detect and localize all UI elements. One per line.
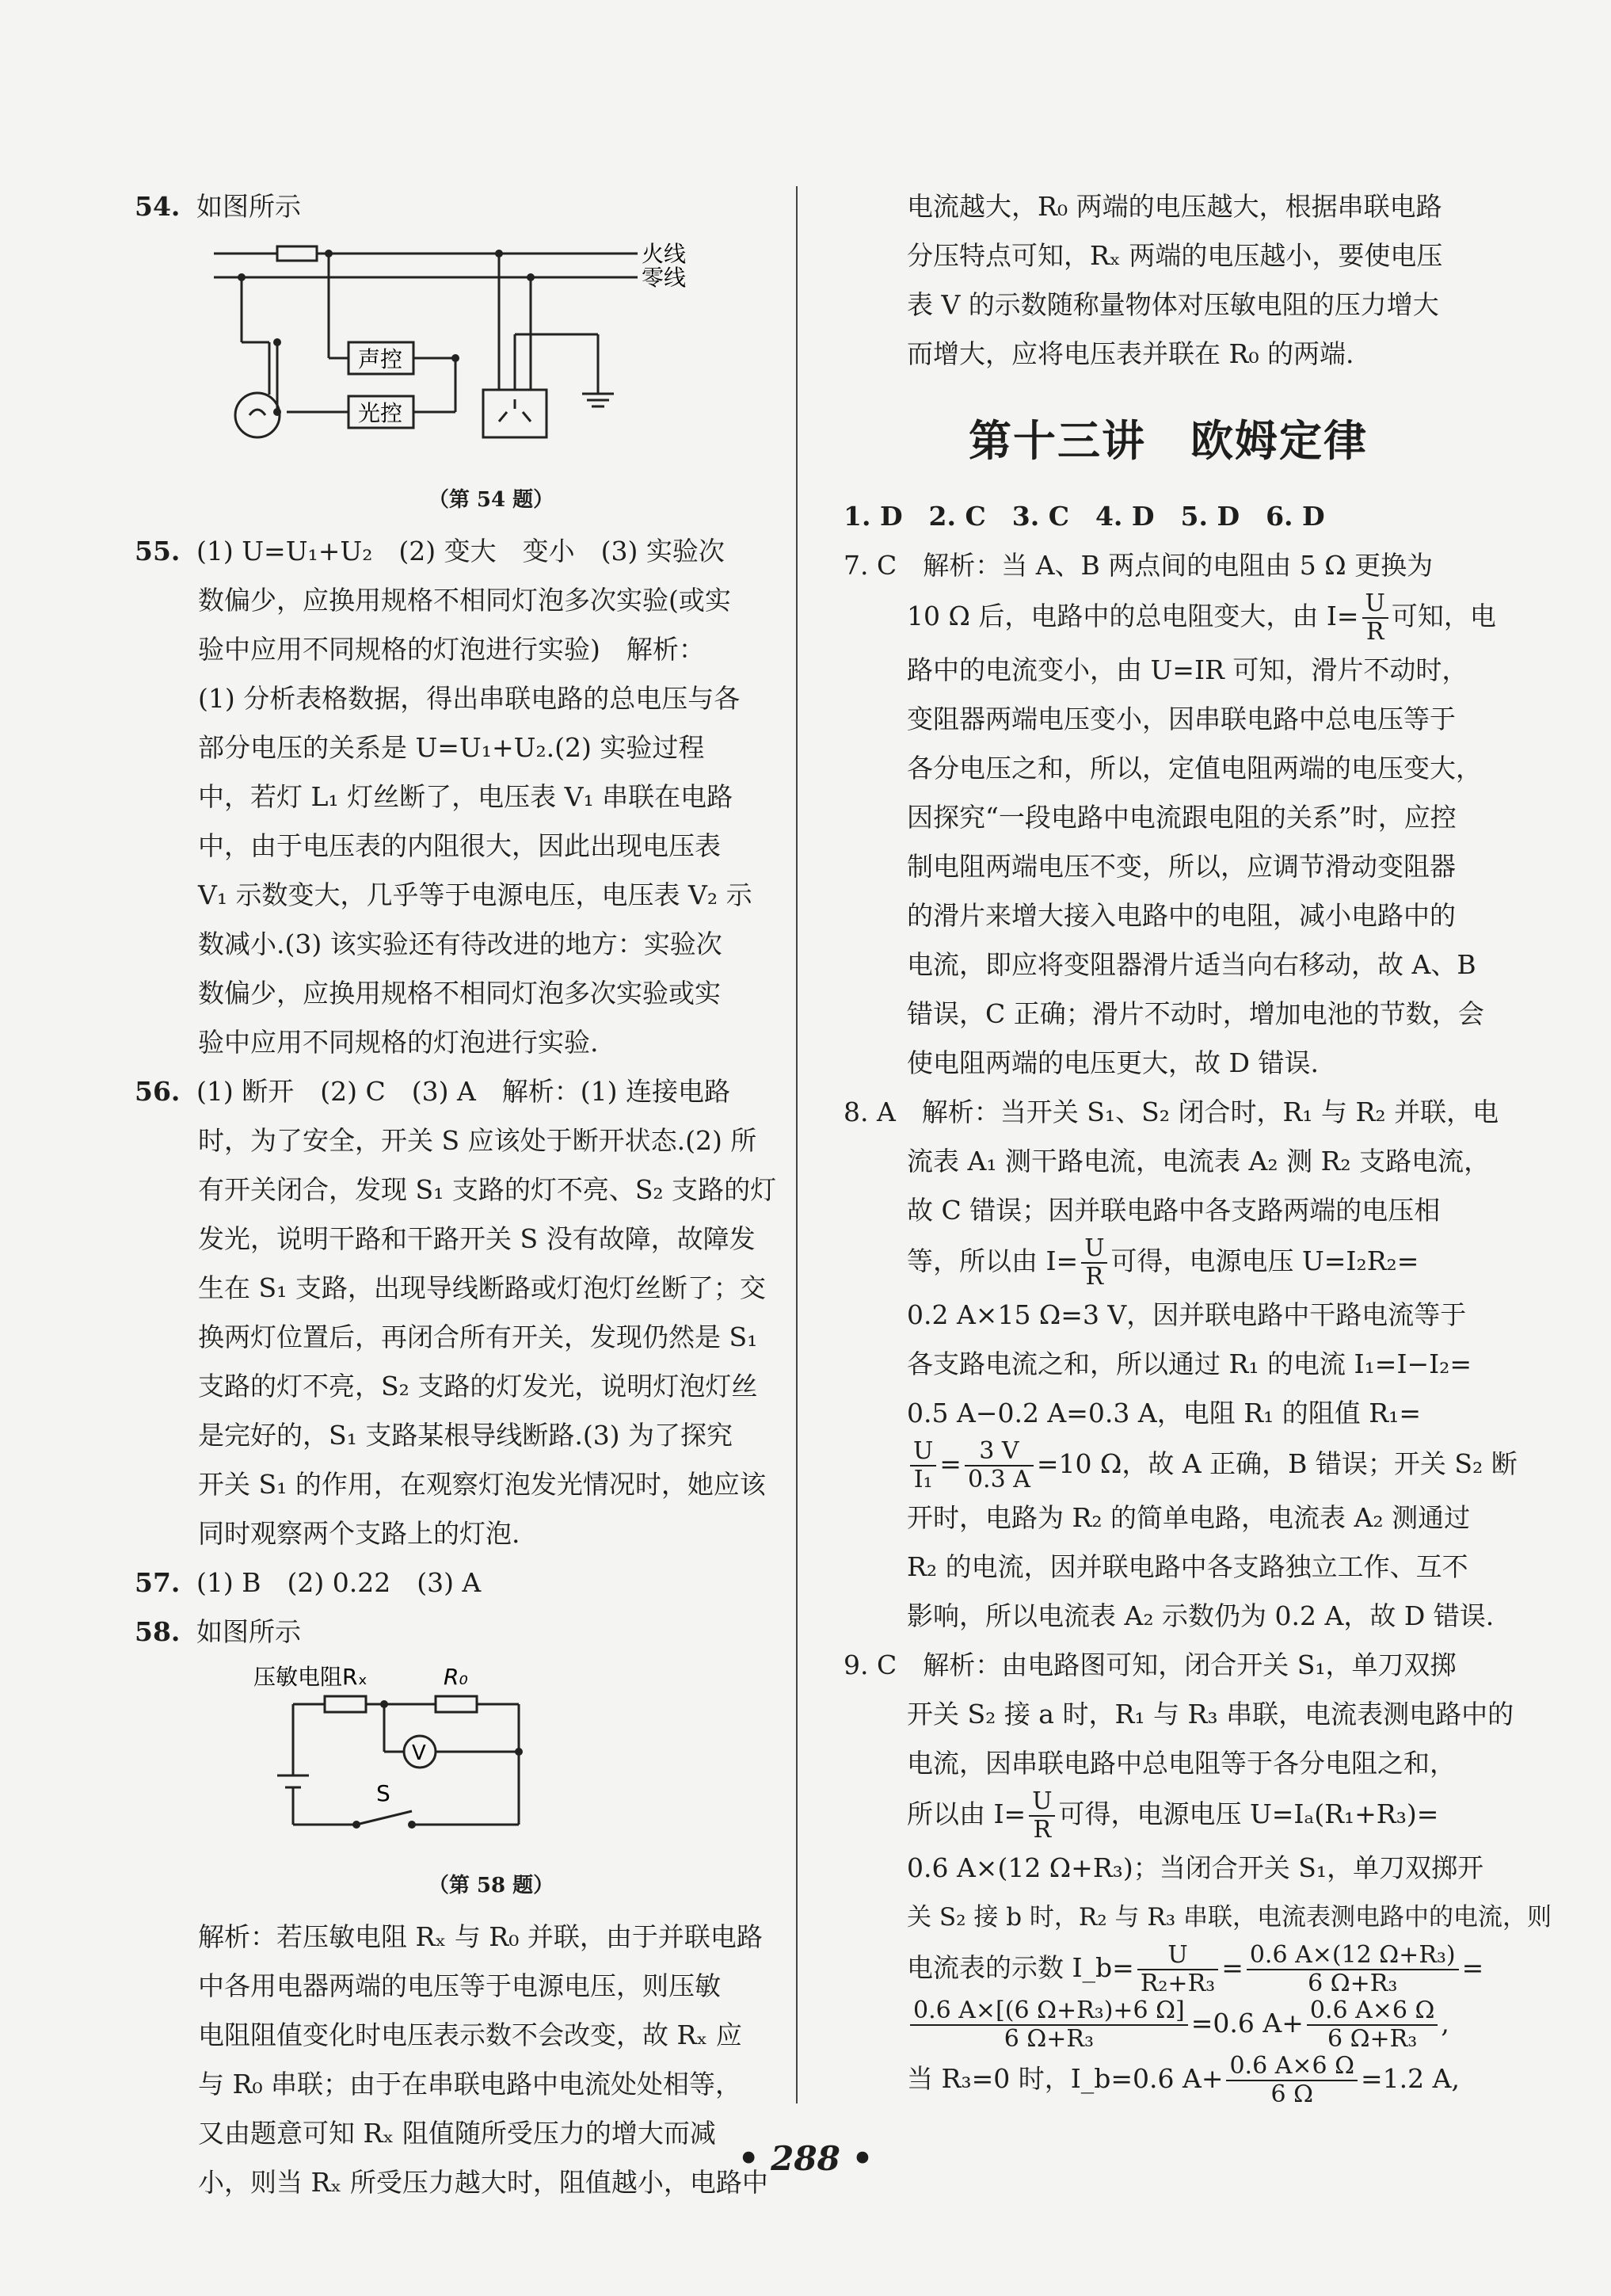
q8-text: 可得，电源电压 U=I₂R₂= [1110, 1245, 1419, 1276]
q58-analysis-text: 小，则当 Rₓ 所受压力越大时，阻值越小，电路中 [198, 2167, 768, 2198]
q9-line-9 [844, 2053, 1493, 2108]
q7-text: 制电阻两端电压不变，所以，应调节滑动变阻器 [907, 851, 1456, 882]
fraction-numerator: U [1362, 590, 1388, 619]
q55-text: (1) 分析表格数据，得出串联电路的总电压与各 [198, 683, 741, 714]
fraction-numerator: 0.6 A×[(6 Ω+R₃)+6 Ω] [910, 1997, 1188, 2026]
neutral-wire-label: 零线 [642, 265, 687, 291]
q57-text: (1) B (2) 0.22 (3) A [196, 1567, 482, 1598]
q56-text: 发光，说明干路和干路开关 S 没有故障，故障发 [198, 1223, 756, 1254]
figure-58-caption: （第 58 题） [428, 1874, 554, 1897]
r0-label: R₀ [444, 1664, 468, 1690]
fraction-denominator: 6 Ω+R₃ [1327, 2025, 1418, 2053]
q8-line-4 [844, 1235, 1493, 1291]
fraction-numerator: 0.6 A×6 Ω [1307, 1997, 1438, 2026]
q55-text: V₁ 示数变大，几乎等于电源电压，电压表 V₂ 示 [198, 879, 752, 910]
q55-number: 55. [135, 536, 181, 566]
fraction-denominator: 6 Ω [1270, 2081, 1313, 2108]
q58-continued-text: 电流越大，R₀ 两端的电压越大，根据串联电路 [907, 191, 1442, 222]
fraction [910, 1438, 936, 1493]
q54-number: 54. [135, 191, 181, 222]
q8-line-8 [844, 1437, 1518, 1493]
q55-text: 验中应用不同规格的灯泡进行实验. [198, 1027, 599, 1058]
light-control-label: 光控 [358, 400, 403, 426]
q9-line-7 [844, 1942, 1493, 1997]
q9-text: = [1461, 1952, 1484, 1983]
q9-line-8 [844, 1997, 1493, 2053]
q9-text: 0.6 A×(12 Ω+R₃)；当闭合开关 S₁，单刀双掷开 [907, 1852, 1484, 1883]
sound-control-label: 声控 [358, 346, 403, 372]
circuit-diagram-54 [198, 231, 705, 469]
fraction [1081, 1235, 1107, 1291]
q55-text: 中，由于电压表的内阻很大，因此出现电压表 [198, 830, 721, 861]
q55-text: 部分电压的关系是 U=U₁+U₂.(2) 实验过程 [198, 732, 705, 763]
q58-analysis-text: 又由题意可知 Rₓ 阻值随所受压力的增大而减 [198, 2118, 716, 2149]
q56-text: 换两灯位置后，再闭合所有开关，发现仍然是 S₁ [198, 1322, 758, 1352]
fraction-numerator: 3 V [965, 1438, 1034, 1466]
figure-54 [198, 231, 784, 513]
q8-line-1: 8. A 解析：当开关 S₁、S₂ 闭合时，R₁ 与 R₂ 并联，电 [844, 1097, 1499, 1127]
q56-text: 同时观察两个支路上的灯泡. [198, 1518, 520, 1549]
lesson-title: 第十三讲 欧姆定律 [969, 416, 1368, 466]
q55-line [135, 527, 784, 576]
q9-text: 电流表的示数 I_b= [907, 1952, 1134, 1983]
q7-text: 的滑片来增大接入电路中的电阻，减小电路中的 [907, 900, 1456, 931]
fraction-denominator: R [1365, 618, 1384, 646]
fraction-numerator: 0.6 A×6 Ω [1226, 2053, 1358, 2081]
q7-text: 使电阻两端的电压更大，故 D 错误. [907, 1047, 1319, 1078]
q55-text: 数减小.(3) 该实验还有待改进的地方：实验次 [198, 929, 722, 959]
q8-text: =10 Ω，故 A 正确，B 错误；开关 S₂ 断 [1036, 1448, 1518, 1479]
q56-line [135, 1067, 784, 1116]
q8-text: 0.2 A×15 Ω=3 V，因并联电路中干路电流等于 [907, 1299, 1467, 1330]
right-column [844, 182, 1552, 2108]
q54 [135, 182, 784, 231]
q8-text: 等，所以由 I= [907, 1245, 1079, 1276]
q56-text: (1) 断开 (2) C (3) A 解析：(1) 连接电路 [196, 1076, 731, 1107]
q8-text: R₂ 的电流，因并联电路中各支路独立工作、互不 [907, 1551, 1468, 1582]
live-wire-label: 火线 [642, 241, 687, 267]
answers-1-6: 1. D 2. C 3. C 4. D 5. D 6. D [844, 501, 1325, 532]
q56-text: 时，为了安全，开关 S 应该处于断开状态.(2) 所 [198, 1125, 757, 1156]
fraction-numerator: U [1029, 1788, 1055, 1817]
q7-text: 错误，C 正确；滑片不动时，增加电池的节数，会 [907, 998, 1484, 1029]
q9-text: =0.6 A+ [1190, 2008, 1304, 2039]
fraction-denominator: I₁ [913, 1466, 933, 1493]
q8-text: 故 C 错误；因并联电路中各支路两端的电压相 [907, 1195, 1441, 1226]
equals-sign: = [1221, 1952, 1243, 1983]
q9-text: 开关 S₂ 接 a 时，R₁ 与 R₃ 串联，电流表测电路中的 [907, 1699, 1514, 1730]
figure-54-caption: （第 54 题） [428, 488, 554, 512]
fraction [1307, 1997, 1438, 2053]
q55-text: 数偏少，应换用规格不相同灯泡多次实验或实 [198, 978, 721, 1009]
q8-text: 流表 A₁ 测干路电流，电流表 A₂ 测 R₂ 支路电流， [907, 1146, 1491, 1177]
q8-text: 开时，电路为 R₂ 的简单电路，电流表 A₂ 测通过 [907, 1502, 1471, 1533]
q55-text: (1) U=U₁+U₂ (2) 变大 变小 (3) 实验次 [196, 536, 725, 566]
fraction [910, 1997, 1188, 2053]
fraction-denominator: R [1033, 1816, 1052, 1844]
q7-line-1: 7. C 解析：当 A、B 两点间的电阻由 5 Ω 更换为 [844, 550, 1434, 581]
q9-text: 当 R₃=0 时，I_b=0.6 A+ [907, 2063, 1224, 2094]
voltmeter-label: V [412, 1741, 426, 1765]
q58-continued-text: 而增大，应将电压表并联在 R₀ 的两端. [907, 338, 1354, 369]
q58-text: 如图所示 [196, 1616, 301, 1647]
q58-analysis-text: 解析：若压敏电阻 Rₓ 与 R₀ 并联，由于并联电路 [198, 1921, 763, 1952]
q54-text: 如图所示 [196, 191, 301, 222]
fraction-denominator: R [1085, 1263, 1104, 1291]
q9-line-4 [844, 1788, 1493, 1844]
q7-text: 10 Ω 后，电路中的总电阻变大，由 I= [907, 601, 1359, 631]
figure-58 [198, 1657, 784, 1898]
q7-text: 各分电压之和，所以，定值电阻两端的电压变大， [907, 753, 1482, 784]
q57-number: 57. [135, 1567, 181, 1598]
fraction [1137, 1942, 1218, 1997]
fraction [1226, 2053, 1358, 2108]
column-divider [796, 186, 798, 2103]
fraction [965, 1438, 1034, 1493]
fraction-numerator: U [1081, 1235, 1107, 1264]
q9-text: 所以由 I= [907, 1798, 1026, 1829]
equals-sign: = [939, 1448, 962, 1479]
q7-text: 因探究“一段电路中电流跟电阻的关系”时，应控 [907, 802, 1457, 833]
q7-text: 路中的电流变小，由 U=IR 可知，滑片不动时， [907, 654, 1468, 685]
fraction-numerator: U [1137, 1942, 1218, 1970]
q56-text: 有开关闭合，发现 S₁ 支路的灯不亮、S₂ 支路的灯 [198, 1174, 777, 1205]
fraction-denominator: 6 Ω+R₃ [1308, 1970, 1398, 1997]
q9-text: 关 S₂ 接 b 时，R₂ 与 R₃ 串联，电流表测电路中的电流，则 [907, 1903, 1552, 1932]
q7-text: 变阻器两端电压变小，因串联电路中总电压等于 [907, 704, 1456, 734]
q55-text: 验中应用不同规格的灯泡进行实验) 解析： [198, 634, 705, 665]
q55-text: 数偏少，应换用规格不相同灯泡多次实验(或实 [198, 585, 731, 616]
q56-text: 生在 S₁ 支路，出现导线断路或灯泡灯丝断了；交 [198, 1272, 766, 1303]
q9-line-1: 9. C 解析：由电路图可知，闭合开关 S₁，单刀双掷 [844, 1650, 1457, 1680]
page-number: • 288 • [737, 2139, 874, 2178]
q9-text: =1.2 A, [1361, 2063, 1460, 2094]
q9-text: 可得，电源电压 U=Iₐ(R₁+R₃)= [1058, 1798, 1439, 1829]
fraction [1362, 590, 1388, 646]
q56-number: 56. [135, 1076, 181, 1107]
circuit-diagram-58 [198, 1657, 705, 1855]
q8-text: 影响，所以电流表 A₂ 示数仍为 0.2 A，故 D 错误. [907, 1600, 1495, 1631]
q56-text: 是完好的，S₁ 支路某根导线断路.(3) 为了探究 [198, 1420, 733, 1451]
q7-text: 电流，即应将变阻器滑片适当向右移动，故 A、B [907, 949, 1476, 980]
q7-text: 可知，电 [1391, 601, 1496, 631]
q58 [135, 1608, 784, 1657]
q58-continued-text: 表 V 的示数随称量物体对压敏电阻的压力增大 [907, 289, 1439, 320]
fraction-numerator: U [910, 1438, 936, 1466]
fraction-denominator: R₂+R₃ [1140, 1970, 1216, 1997]
q9-text: , [1441, 2008, 1449, 2039]
q56-text: 开关 S₁ 的作用，在观察灯泡发光情况时，她应该 [198, 1469, 766, 1500]
fraction-denominator: 6 Ω+R₃ [1004, 2025, 1094, 2053]
q55-text: 中，若灯 L₁ 灯丝断了，电压表 V₁ 串联在电路 [198, 781, 733, 812]
q8-text: 各支路电流之和，所以通过 R₁ 的电流 I₁=I−I₂= [907, 1348, 1472, 1379]
q56-text: 支路的灯不亮，S₂ 支路的灯发光，说明灯泡灯丝 [198, 1371, 758, 1402]
q57 [135, 1558, 784, 1608]
left-column [135, 182, 784, 2207]
q58-analysis-text: 电阻阻值变化时电压表示数不会改变，故 Rₓ 应 [198, 2019, 742, 2050]
q58-number: 58. [135, 1616, 181, 1647]
q7-line-2 [844, 589, 1496, 646]
q8-text: 0.5 A−0.2 A=0.3 A，电阻 R₁ 的阻值 R₁= [907, 1398, 1421, 1428]
fraction [1247, 1942, 1459, 1997]
q9-text: 电流，因串联电路中总电阻等于各分电阻之和， [907, 1748, 1456, 1779]
q58-analysis-text: 与 R₀ 串联；由于在串联电路中电流处处相等， [198, 2069, 742, 2100]
q58-analysis-text: 中各用电器两端的电压等于电源电压，则压敏 [198, 1970, 721, 2001]
q58-continued-text: 分压特点可知，Rₓ 两端的电压越小，要使电压 [907, 240, 1443, 271]
fraction [1029, 1788, 1055, 1844]
switch-label: S [376, 1780, 390, 1806]
fraction-numerator: 0.6 A×(12 Ω+R₃) [1247, 1942, 1459, 1970]
rx-label: 压敏电阻Rₓ [253, 1664, 368, 1690]
fraction-denominator: 0.3 A [967, 1466, 1030, 1493]
